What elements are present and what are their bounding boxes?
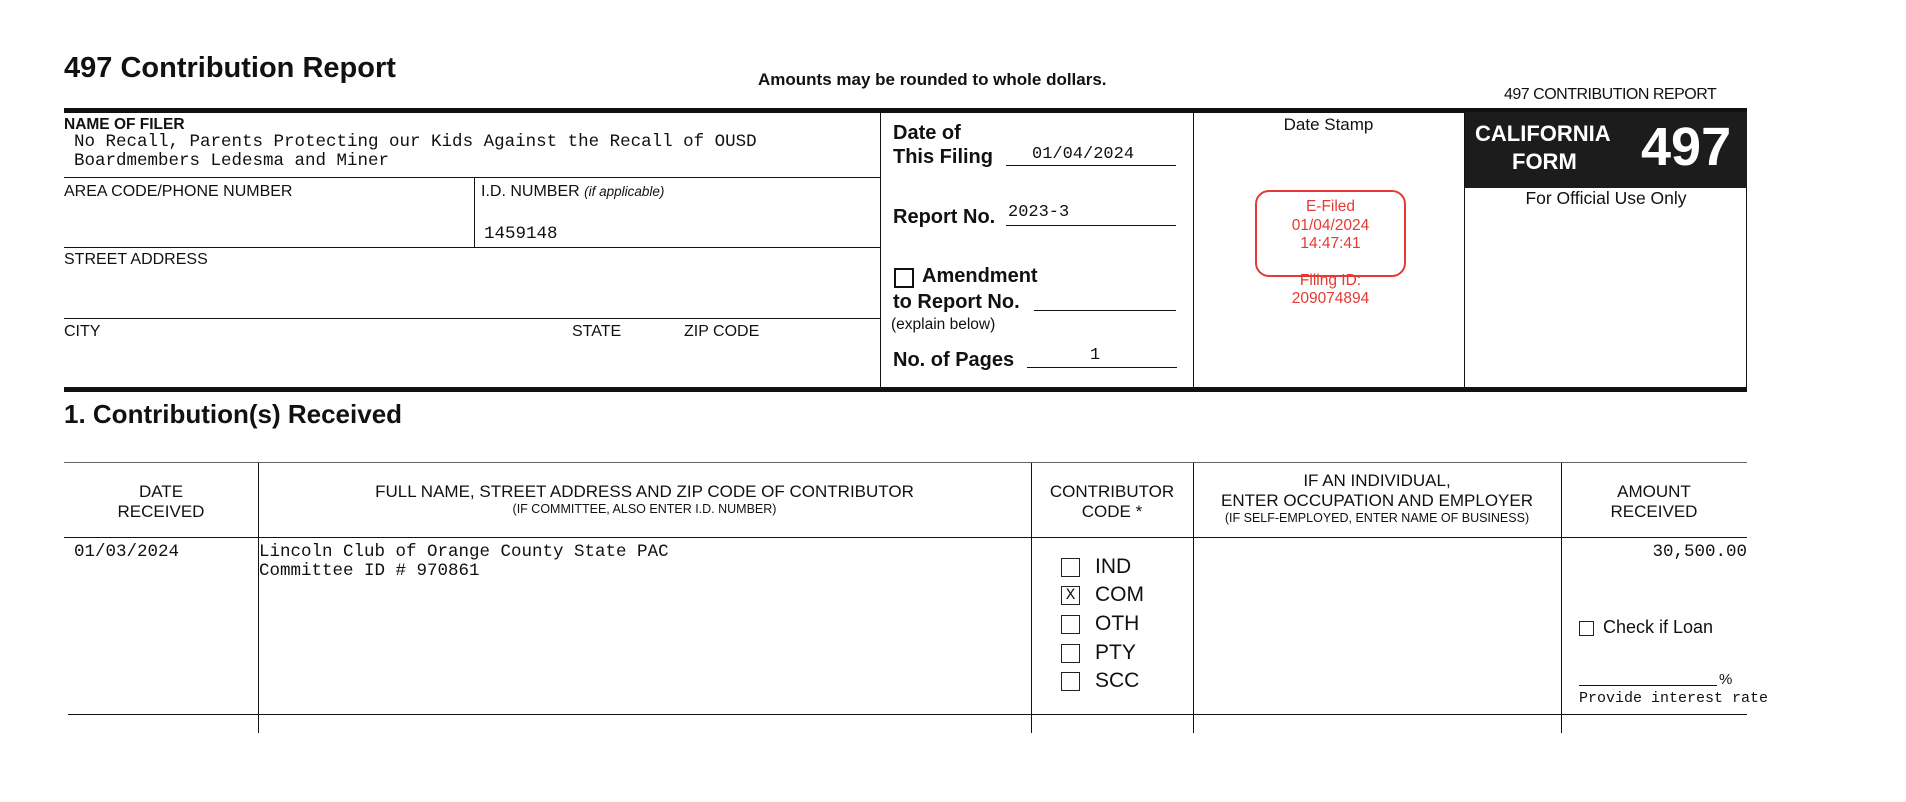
street-label: STREET ADDRESS [64, 251, 208, 268]
col-header-date-2: RECEIVED [117, 502, 205, 521]
header-bottom-rule [64, 387, 1747, 392]
interest-rate-label: Provide interest rate [1579, 690, 1769, 707]
pages-value: 1 [1090, 346, 1101, 365]
explain-note: (explain below) [891, 316, 996, 333]
amendment-checkbox[interactable] [894, 268, 914, 288]
table-top-rule [64, 462, 1747, 463]
filer-name-rule [64, 177, 880, 178]
header-right-label: 497 CONTRIBUTION REPORT [1504, 86, 1717, 103]
row-amount: 30,500.00 [1652, 542, 1747, 562]
code-label-ind: IND [1095, 555, 1132, 578]
report-no-label: Report No. [893, 206, 996, 228]
id-number-value: 1459148 [484, 224, 558, 244]
divider-filer-filing [880, 112, 881, 388]
badge-california: CALIFORNIA [1475, 121, 1611, 146]
col-header-occupation-1: IF AN INDIVIDUAL, [1303, 471, 1451, 490]
divider-filing-stamp [1193, 112, 1194, 388]
code-checkbox-pty[interactable] [1061, 644, 1080, 663]
col-header-occupation-note: (IF SELF-EMPLOYED, ENTER NAME OF BUSINESS) [1224, 511, 1530, 525]
date-of-filing-label-1: Date of [893, 122, 961, 144]
col-header-amount-1: AMOUNT [1617, 482, 1691, 501]
section1-title: 1. Contribution(s) Received [64, 399, 403, 429]
table-header-rule [64, 537, 1747, 538]
code-checkbox-scc[interactable] [1061, 672, 1080, 691]
stamp-filing-id-label: Filing ID: [1299, 271, 1362, 289]
date-of-filing-label-2: This Filing [893, 146, 993, 168]
zip-label: ZIP CODE [684, 323, 760, 340]
stamp-date: 01/04/2024 [1291, 216, 1370, 234]
col-header-code [1031, 482, 1193, 522]
form-title: 497 Contribution Report [64, 52, 396, 84]
code-label-oth: OTH [1095, 612, 1140, 635]
amendment-label: Amendment [922, 265, 1038, 287]
col-header-date-1: DATE [138, 482, 184, 501]
col-header-occupation-2: ENTER OCCUPATION AND EMPLOYER [1220, 491, 1534, 510]
filer-name-label: NAME OF FILER [64, 116, 185, 133]
phone-id-divider [474, 178, 475, 247]
col-header-name-note: (IF COMMITTEE, ALSO ENTER I.D. NUMBER) [512, 502, 777, 516]
city-label: CITY [64, 323, 101, 340]
id-number-label-note: (if applicable) [584, 184, 665, 199]
col-header-amount-2: RECEIVED [1610, 502, 1698, 521]
col-header-amount [1561, 482, 1747, 522]
table-row-rule [68, 714, 1747, 715]
form-badge [1465, 112, 1747, 188]
col-header-code-1: CONTRIBUTOR [1049, 482, 1175, 501]
phone-label: AREA CODE/PHONE NUMBER [64, 183, 293, 200]
rounding-note: Amounts may be rounded to whole dollars. [758, 70, 1107, 89]
col-header-name [258, 482, 1031, 517]
code-label-scc: SCC [1095, 669, 1140, 692]
efiled-stamp [1255, 190, 1406, 307]
date-stamp-label: Date Stamp [1283, 115, 1374, 134]
report-no-value: 2023-3 [1008, 203, 1070, 222]
col-header-code-2: CODE * [1081, 502, 1143, 521]
code-checkbox-ind[interactable] [1061, 558, 1080, 577]
badge-form: FORM [1512, 149, 1577, 174]
stamp-time: 14:47:41 [1300, 235, 1361, 252]
col-header-occupation [1193, 471, 1561, 526]
id-number-label [481, 183, 664, 201]
street-rule [64, 318, 880, 319]
code-checkbox-oth[interactable] [1061, 615, 1080, 634]
stamp-filing-id: 209074894 [1291, 290, 1370, 307]
col-header-name-main: FULL NAME, STREET ADDRESS AND ZIP CODE OF CONTRIBUTOR [375, 482, 914, 501]
row-date: 01/03/2024 [74, 542, 180, 562]
row-contributor-line1: Lincoln Club of Orange County State PAC [259, 542, 669, 562]
loan-checkbox[interactable] [1579, 621, 1594, 636]
code-label-pty: PTY [1095, 641, 1136, 664]
pages-line [1027, 347, 1177, 368]
interest-rate-line [1579, 665, 1717, 686]
percent-sign: % [1719, 671, 1733, 688]
amendment-report-line [1034, 290, 1176, 311]
pages-label: No. of Pages [893, 349, 1015, 371]
badge-number: 497 [1641, 117, 1732, 177]
id-rule [64, 247, 880, 248]
filer-name-line2: Boardmembers Ledesma and Miner [74, 151, 390, 171]
code-checkbox-com[interactable]: X [1061, 586, 1080, 605]
row-contributor-line2: Committee ID # 970861 [259, 561, 480, 581]
state-label: STATE [572, 323, 622, 340]
stamp-efiled: E-Filed [1305, 198, 1356, 215]
filer-name-line1: No Recall, Parents Protecting our Kids Against the Recall of OUSD [74, 132, 757, 152]
date-of-filing-value: 01/04/2024 [1032, 145, 1135, 164]
id-number-label-text: I.D. NUMBER [481, 183, 580, 200]
loan-label: Check if Loan [1603, 617, 1714, 637]
col-header-date [64, 482, 258, 522]
official-use-label: For Official Use Only [1525, 188, 1687, 208]
amendment-to-label: to Report No. [893, 291, 1020, 313]
code-label-com: COM [1095, 583, 1144, 606]
